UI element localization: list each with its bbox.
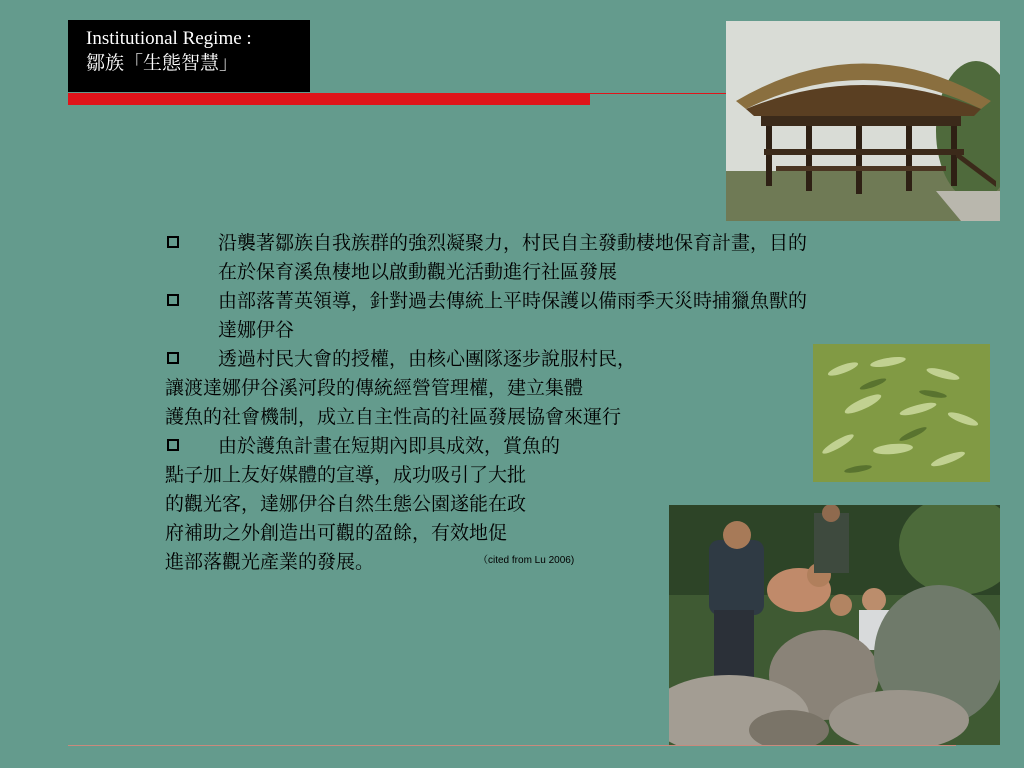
bullet-4-line-2: 點子加上友好媒體的宣導，成功吸引了大批	[165, 464, 527, 486]
bullet-4-line-3: 的觀光客，達娜伊谷自然生態公園遂能在政	[165, 493, 527, 515]
footer-divider	[68, 745, 956, 746]
title-box	[68, 20, 310, 92]
citation: （cited from Lu 2006)	[478, 555, 575, 566]
accent-bar	[68, 93, 590, 105]
bullet-4-line-5: 進部落觀光產業的發展。	[165, 551, 375, 573]
bullet-2-line-2: 達娜伊谷	[218, 319, 295, 341]
bullet-1-line-1: 沿襲著鄒族自我族群的強烈凝聚力，村民自主發動棲地保育計畫，目的	[218, 232, 808, 254]
bullet-2-line-1: 由部落菁英領導，針對過去傳統上平時保護以備雨季天災時捕獵魚獸的	[218, 290, 808, 312]
bullet-3-line-3: 護魚的社會機制，成立自主性高的社區發展協會來運行	[165, 406, 622, 428]
bullet-item-3	[165, 345, 807, 432]
bullet-4-line-4: 府補助之外創造出可觀的盈餘，有效地促	[165, 522, 508, 544]
hollow-square-bullet-icon	[167, 352, 179, 364]
accent-line	[590, 93, 730, 94]
bullet-3-line-1: 透過村民大會的授權，由核心團隊逐步說服村民，	[218, 348, 637, 370]
bullet-1-line-2: 在於保育溪魚棲地以啟動觀光活動進行社區發展	[218, 261, 618, 283]
hollow-square-bullet-icon	[167, 236, 179, 248]
bullet-4-line-1: 由於護魚計畫在短期內即具成效，賞魚的	[218, 435, 561, 457]
bullet-3-line-2: 讓渡達娜伊谷溪河段的傳統經營管理權，建立集體	[165, 377, 584, 399]
bullet-item-2	[165, 287, 807, 345]
bullet-item-1	[165, 229, 807, 287]
body-text	[165, 229, 807, 577]
hollow-square-bullet-icon	[167, 294, 179, 306]
pavilion-photo	[726, 21, 1000, 221]
title-line-chinese: 鄒族「生態智慧」	[86, 52, 239, 74]
hollow-square-bullet-icon	[167, 439, 179, 451]
fish-photo	[813, 344, 990, 482]
title-line-english: Institutional Regime :	[86, 28, 252, 49]
